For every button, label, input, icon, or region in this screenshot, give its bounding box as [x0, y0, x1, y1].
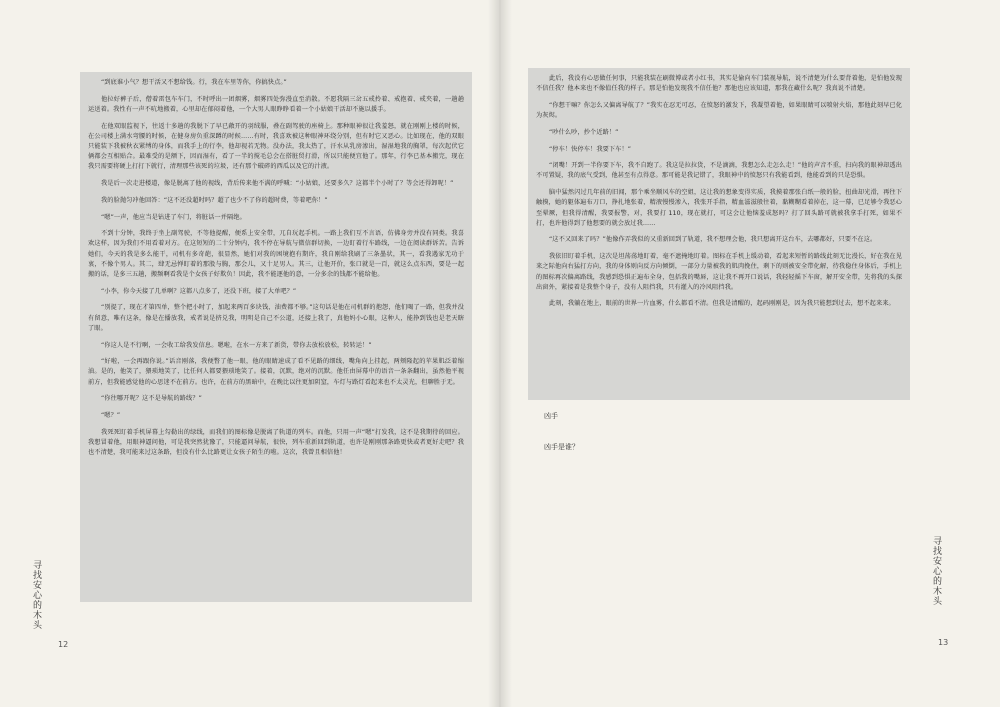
paragraph: 在他双眼监视下，往返十多趟的我脱下了早已敞开的羽绒服，叠在副驾驶的座椅上。那种眼神很让我羞怒，就在刚刚上楼的时候，在公司楼上满水弯腰的时候，在健身房负重深蹲的时候……有时，我喜欢被这种眼神环绕分别，但有时它又恶心。比如现在，他的双眼只能装下我被秋衣紧缚的身体，而我手上的行李，他却视若无物。没办法，我太热了，汗水从乳房渗出，湿湿地我的胸罩，每次起伏它俩都会互相贴合。最难受的是额下，因而湿有，看了一半的搅毛总会在搭脏贸打滑，所以只能便宜他了。那年，行李已基本搬完，现在我只需要将硬上打打下就行，清理那些该死的垃圾，还有那个破碎的西瓜以及它的汁液。 [88, 122, 464, 171]
paragraph: 脑中猛然闪过几年前的旧闻，那个乘坐顺风车的空姐，这让我的想象变得实质，我摸着那张白纸一般的脸，扭曲却光滑，再往下触摸，她的躯体遍布刀口，挣扎地张着，精液慢慢渗入，我张开手指，精血滋滋般往着，黏糊糊看着掉在，这一幕，已足够令我恶心至晕厥，但我得清醒，我要报警，对，我要打 110，现在就打，可这会让他恼羞成怒吗？打了回头路可就被我拿手打死，如果不打，也许他得到了他想要的就会放过我…… [536, 189, 902, 227]
left-text-block [80, 72, 472, 602]
running-title: 寻找安心的木头 [31, 560, 41, 630]
section-heading: 凶手 [544, 412, 558, 420]
paragraph: “你想干嘛？你怎么又偏离导航了？”我实在忍无可忍，在愤怒的激发下，我凝望着他，如果眼睛可以喷射火焰，那他此刻早已化为灰烬。 [536, 101, 902, 120]
paragraph: “吵什么吵，抄个近路！” [549, 128, 619, 136]
page-number: 12 [58, 640, 69, 649]
paragraph: “闭嘴！开到一半你要下车，我不自跑了。我这是拉拉货，不是滴滴，我想怎么走怎么走！”他的声音不重，扫向我的眼神却透出不可置疑，我的底气受到，他甚至有点得意。那可能是我记错了，我眼神中的愤怒只有我能看到，他能看到的只是恐惧。 [536, 162, 902, 180]
right-page [500, 0, 1000, 707]
paragraph: 我是后一次走进楼道，像是脱离了他的视线，背后传来他不满的呼喊：“小姑娘，还要多久？这都半个小时了？等会还得卸呢！” [101, 180, 454, 188]
paragraph: “嗯”一声，他应当是钻进了车门，将脏话一并隔绝。 [101, 213, 246, 221]
right-text-block [528, 68, 910, 400]
paragraph: “别提了，现在才第四单，整个把小时了，加起来两百多块钱，油费都不够。”这句话是他在司机群的抱怨，他们喝了一路，但我并没有留意，唯有这条，像是在播放我，戒者说是挤兑我，明明是自己不公道，还接上我了，真他妈小心眼，这种人，能挣到钱也是老天瞎了眼。 [88, 304, 464, 332]
running-title: 寻找安心的木头 [931, 536, 941, 606]
paragraph: “停车！快停车！我要下车！” [549, 145, 632, 153]
paragraph: 不到十分钟，我终于坐上副驾驶，不等他提醒，便系上安全带，兀自玩起手机。一路上我们互不言语，仿佛身旁并没有同类。我喜欢这样，因为我们不用看着对方。在这短短的二十分钟内，我不停在导航与微信群切换，一边盯着行车路线，一边在阅读群诉苦。告诉她们，今天的我是多么能干，司机有多奇葩，很显然，她们对我的困境抱有期许，我自刚给我刷了三条墨状，其一，看我遇家无功于衷，不像个男人。其二，肆无忌惮盯着的那股与胸，那会儿，又十足男人。其三，让他开价，张口就是一百，就这么点东西，要是一起搬的话，是多三五趟，搬频啊看我是个女孩子好欺负！因此，我不能逐他的意，一分多余的钱都不能给他。 [88, 230, 464, 279]
paragraph: “小李，你今天接了几单啊？这都八点多了，还没下班，接了大单吧？” [101, 287, 297, 295]
paragraph: 我依旧盯着手机，这次是坦荡荡地盯着，毫不遮掩地盯着。图标在手机上缓动着，看起来短暂的路线此刻无比漫长，好在我在见来之际他向右猛打方向，我的身体则向反方向倾倒，一部分力量被我的肌肉挽住，剩下的则被安全带化解，待我稳住身体后，手机上的图标再次偏离路线，我感到恐惧正遍布全身，包括我的嘴唇，这让我不再开口说话，我轻轻摇下车窗，解开安全带，先将我的头探出窗外，紧接着是我整个身子，没有人阻挡我，只有灌入的冷风阻挡我。 [536, 253, 902, 291]
paragraph: “你这人是不行啊，一会收工给我发信息。嗯啦，在水一方来了新货，带你去放松放松，转转运！” [101, 341, 372, 349]
paragraph: “这不又回来了吗？”他像作弄我似的又重新回到了轨道，我不想理会他，我只想离开这台车，去哪都好，只要不在这。 [549, 236, 877, 244]
paragraph: “好啦，一会再跟你说。”话音刚落，我便瞥了他一眼，他的眼睛速成了看不见路的细线，嘴角向上挂起，两颊隆起的苹果肌泛着缩油。是的，他笑了，猥琐地笑了，比任何人都要猥琐地笑了。接着，沉默，绝对的沉默。他任由屏幕中的语音一条条翻出，虽然他平视前方，但我能感觉他的心思迷不在前方。也许，在前方的黑暗中，在晚比以往更加阴窒，车灯与路灯看起来也不太灵光，但聊胜于无。 [88, 358, 464, 386]
paragraph: 我的脸抛匀冲他回答：“这不还没超时吗？超了也少不了你的超时费，等着吧你！” [101, 196, 328, 204]
paragraph: “到底谁小气？想干活又不想给钱。行，我在车里等你，你搞快点。” [101, 79, 287, 86]
paragraph: “嗯？” [101, 412, 121, 420]
page-number: 13 [938, 638, 949, 647]
paragraph: “你往哪开呢？这不是导航的路线？” [101, 395, 202, 403]
book-gutter [488, 0, 512, 707]
section-subheading: 凶手是谁？ [544, 443, 579, 451]
paragraph: 此刻，我躺在地上，眼前的世界一片血雾，什么都看不清。但我是清醒的，起码刚刚是，因为我只能想到过去，想不起来来。 [549, 300, 895, 308]
paragraph: 他拉好裤子后，僧着雷包车车门，不时呼出一团烟雾，烟雾四处弥漫直至消散。不愿我隔三岔五戒拎着、戒抱着、戒夹着，一趟趟运送着。我性有一声不吭地搬着，心里却在郁闷着他，一个大男人眼睁睁看着一个小姑娘干活却不施以援手。 [88, 95, 464, 113]
paragraph: 此后，我没有心思做任何事，只能我装在刷微博或者小红书，其实是偷向车门装视导航，说不清楚为什么要背着他，是怕他发现不信任我？他本来也不像值任我的样子。那是怕他发现我不信任他？那他也应该知道，那我在藏什么呢？我真说不清楚。 [536, 75, 902, 93]
paragraph: 我死死盯着手机屏幕上勾勒出的绿线，而我们的图标像是脱离了轨道的列车。而他，只用一声“嗯”打发我，这不是我期待的回应。我想冒着他，用眼神逼问他，可是我突然犹豫了，只能逼问导航，很快，列车重新回到轨道，也许是刚刚那条路更快或者更好走吧？我也不清楚，我可能来过这条路，但没有什么比路更让女孩子陌生的啦。这次，我曾且相信他！ [88, 428, 464, 457]
